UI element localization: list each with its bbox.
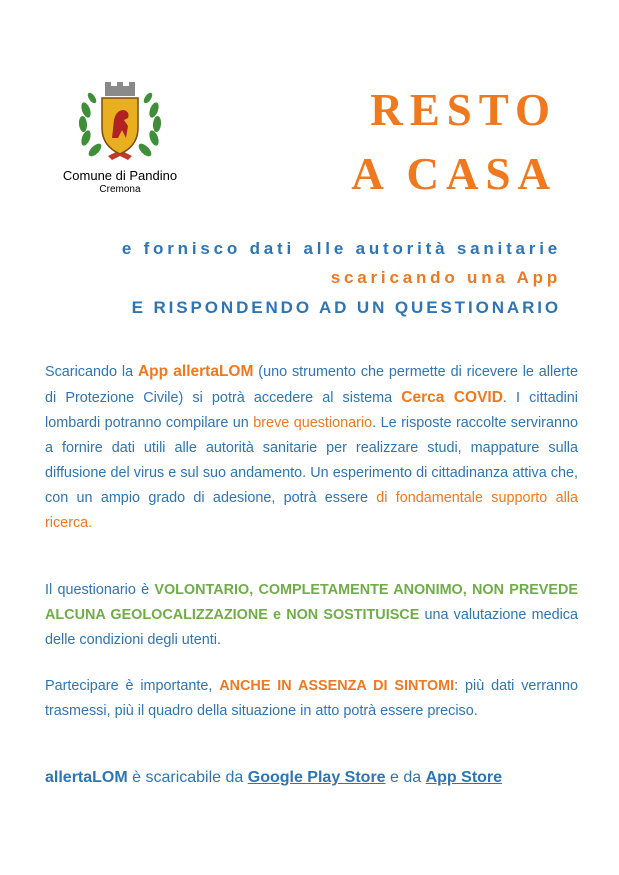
download-text-2: e da (385, 769, 426, 786)
municipality-name: Comune di Pandino (62, 168, 178, 183)
questionnaire-text-2: e (267, 607, 287, 623)
subheading-line-3: E RISPONDENDO AD UN QUESTIONARIO (131, 298, 561, 317)
subheading-line-2: scaricando una App (330, 268, 561, 287)
questionnaire-paragraph (45, 578, 578, 653)
main-title-line-2: A CASA (351, 149, 557, 199)
download-text-1: è scaricabile da (127, 769, 248, 786)
intro-text-4: . Le risposte raccolte serviranno a fornire dati utili alle autorità sanitarie per realizzare studi, mappature sulla diffusione del virus e sul suo andamento. Un esperimento di cittadinanza attiva che, con un ampio grado di adesione, potrà essere (45, 415, 578, 506)
participation-text-1: Partecipare è importante, (45, 678, 220, 694)
participation-text-2: : più dati verranno trasmessi, più il quadro della situazione in atto potrà essere preciso. (45, 678, 578, 719)
google-play-store-link[interactable]: Google Play Store (247, 769, 386, 786)
intro-text-3: . I cittadini lombardi potranno compilare un (45, 390, 578, 431)
coat-of-arms-icon (72, 80, 168, 166)
questionnaire-label: breve questionario (253, 415, 373, 431)
municipality-province: Cremona (99, 184, 141, 195)
download-line (45, 765, 578, 790)
voluntary-anonymous-highlight: VOLONTARIO, COMPLETAMENTE ANONIMO, NON PREVEDE ALCUNA GEOLOCALIZZAZIONE (45, 582, 578, 623)
intro-text-2: (uno strumento che permette di ricevere le allerte di Protezione Civile) si potrà accedere al sistema (45, 364, 578, 406)
questionnaire-text-3: una valutazione medica delle condizioni degli utenti. (45, 607, 578, 648)
main-title-line-1: RESTO (370, 85, 557, 135)
intro-text-1: Scaricando la (45, 364, 138, 380)
questionnaire-text-1: Il questionario è (45, 582, 155, 598)
subheading-line-1: e fornisco dati alle autorità sanitarie (121, 239, 561, 258)
download-app-name: allertaLOM (45, 769, 128, 786)
app-name: App allertaLOM (137, 363, 254, 380)
no-symptoms-highlight: ANCHE IN ASSENZA DI SINTOMI (219, 678, 455, 694)
research-support-text: di fondamentale supporto alla ricerca. (45, 490, 578, 531)
intro-paragraph (45, 359, 578, 536)
system-name: Cerca COVID (401, 389, 503, 406)
participation-paragraph (45, 674, 578, 724)
not-substitute-highlight: NON SOSTITUISCE (286, 607, 420, 623)
app-store-link[interactable]: App Store (425, 769, 503, 786)
municipality-logo (50, 80, 190, 200)
